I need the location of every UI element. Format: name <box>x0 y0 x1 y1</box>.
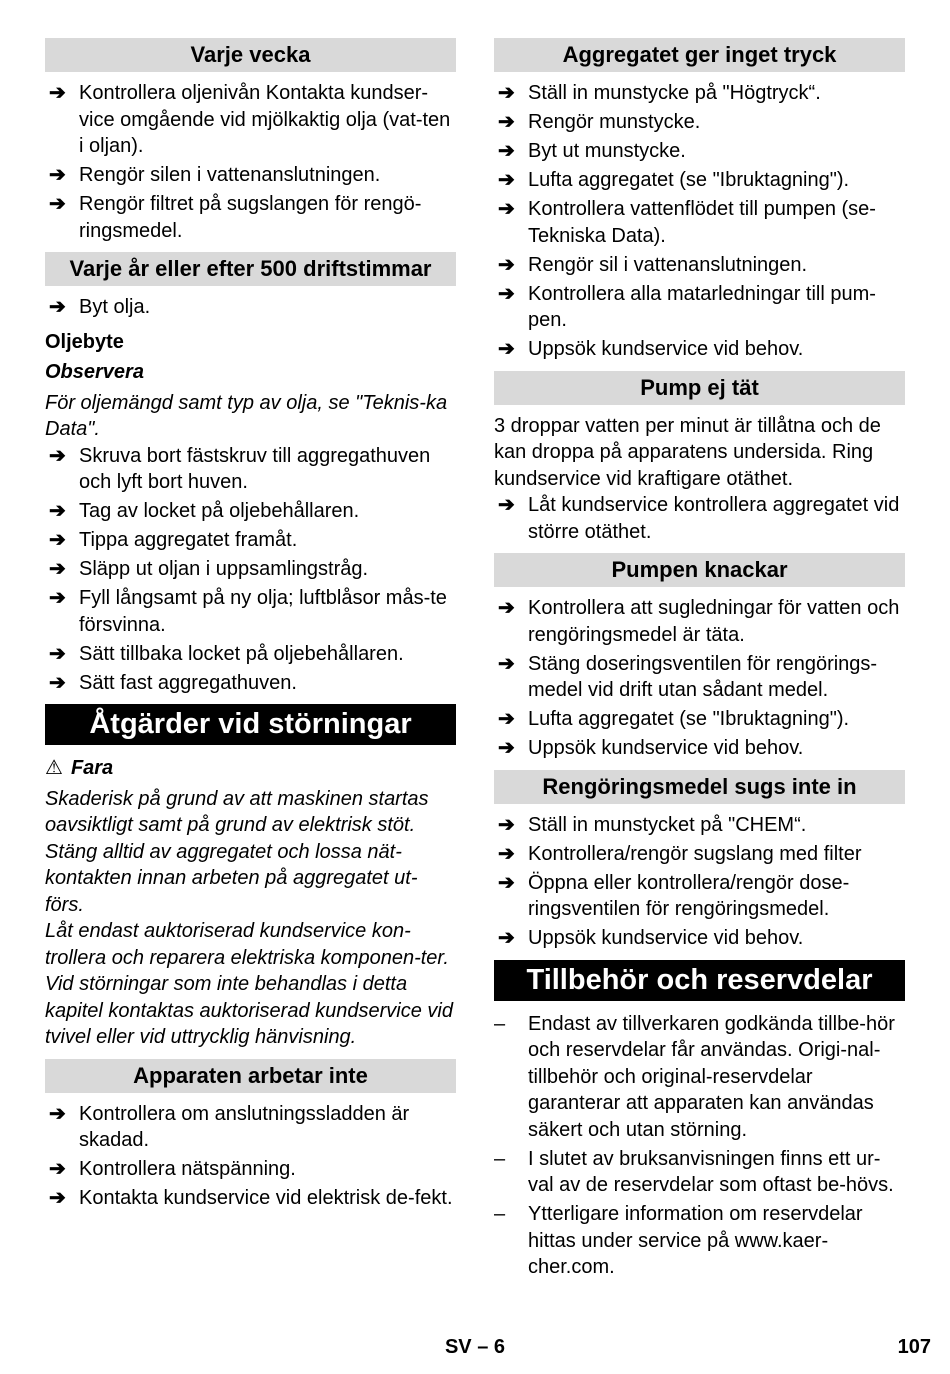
danger-paragraph: Låt endast auktoriserad kundservice kon-trollera och reparera elektriska komponen-ter. <box>45 920 449 969</box>
oil-change-heading: Oljebyte <box>45 330 124 353</box>
list-item: ➔ Släpp ut oljan i uppsamlingstråg. <box>45 556 456 583</box>
list-item: ➔ Skruva bort fästskruv till aggregathuven och lyft bort huven. <box>49 444 431 493</box>
arrow-icon: ➔ <box>498 708 515 730</box>
arrow-icon: ➔ <box>49 296 66 318</box>
list-item: – Ytterligare information om reservdelar hittas under service på www.kaer-cher.com. <box>494 1203 863 1278</box>
arrow-icon: ➔ <box>498 842 515 865</box>
arrow-icon: ➔ <box>49 1187 66 1209</box>
list-item: ➔ Kontrollera/rengör sugslang med filter <box>494 841 905 868</box>
list-item: ➔ Uppsök kundservice vid behov. <box>494 925 905 952</box>
page-number: 107 <box>897 1336 931 1358</box>
arrow-icon: ➔ <box>498 871 515 894</box>
arrow-icon: ➔ <box>498 652 515 675</box>
list-item: ➔ Kontakta kundservice vid elektrisk de-fekt. <box>45 1185 456 1212</box>
arrow-icon: ➔ <box>498 282 515 305</box>
heading-troubleshooting: Åtgärder vid störningar <box>45 704 456 745</box>
list-item: ➔ Kontrollera nätspänning. <box>45 1156 456 1183</box>
heading-detergent: Rengöringsmedel sugs inte in <box>494 770 905 804</box>
list-item: ➔ Fyll långsamt på ny olja; luftblåsor mås-te försvinna. <box>49 587 447 636</box>
arrow-icon: ➔ <box>498 927 515 949</box>
list-item: ➔ Låt kundservice kontrollera aggregatet vid större otäthet. <box>498 494 900 543</box>
heading-pump-knocks: Pumpen knackar <box>494 553 905 587</box>
arrow-icon: ➔ <box>49 529 66 551</box>
danger-paragraph: Skaderisk på grund av att maskinen startas oavsiktligt samt på grund av elektrisk stöt. Stäng alltid av aggregatet och lossa nät-kontakten innan arbeten på aggregatet ut-förs. <box>45 787 429 916</box>
heading-accessories: Tillbehör och reservdelar <box>494 960 905 1001</box>
list-item: ➔ Ställ in munstycket på "CHEM“. <box>494 812 905 839</box>
arrow-icon: ➔ <box>498 82 515 104</box>
arrow-icon: ➔ <box>498 813 515 836</box>
arrow-icon: ➔ <box>49 642 66 665</box>
dash-marker: – <box>494 1147 506 1170</box>
note-text: För oljemängd samt typ av olja, se "Teknis-ka Data". <box>45 391 448 440</box>
oil-change-steps <box>45 443 456 697</box>
yearly-list <box>45 294 456 321</box>
arrow-icon: ➔ <box>498 140 515 162</box>
heading-no-pressure: Aggregatet ger inget tryck <box>494 38 905 72</box>
list-item: ➔ Uppsök kundservice vid behov. <box>494 735 905 762</box>
heading-not-working: Apparaten arbetar inte <box>45 1059 456 1093</box>
arrow-icon: ➔ <box>49 587 66 609</box>
arrow-icon: ➔ <box>498 169 515 191</box>
dash-marker: – <box>494 1203 506 1225</box>
arrow-icon: ➔ <box>498 597 515 619</box>
list-item: ➔ Uppsök kundservice vid behov. <box>494 336 905 363</box>
list-item: ➔ Ställ in munstycke på "Högtryck“. <box>494 80 905 107</box>
arrow-icon: ➔ <box>49 558 66 580</box>
list-item: ➔ Kontrollera alla matarledningar till pum-pen. <box>498 282 876 331</box>
heading-yearly: Varje år eller efter 500 driftstimmar <box>45 252 456 286</box>
left-column <box>45 38 456 1220</box>
arrow-icon: ➔ <box>49 1158 66 1180</box>
pump-leak-list <box>494 492 905 545</box>
arrow-icon: ➔ <box>49 193 66 215</box>
no-pressure-list <box>494 80 905 363</box>
danger-label: ⚠ Fara <box>45 757 114 779</box>
list-item: ➔ Lufta aggregatet (se "Ibruktagning"). <box>494 706 905 733</box>
list-item: – Endast av tillverkaren godkända tillbe-hör och reservdelar får användas. Origi-nal-tillbehör och original-reservdelar garanterar att apparaten kan användas säkert och utan störning. <box>494 1012 895 1141</box>
dash-marker: – <box>494 1012 506 1035</box>
heading-pump-leak: Pump ej tät <box>494 371 905 405</box>
arrow-icon: ➔ <box>498 111 515 133</box>
list-item: ➔ Tag av locket på oljebehållaren. <box>45 498 456 525</box>
warning-icon: ⚠ <box>45 757 63 779</box>
accessories-list <box>494 1011 905 1281</box>
list-item: ➔ Kontrollera oljenivån Kontakta kundser-vice omgående vid mjölkaktig olja (vat-ten i oljan). <box>49 82 451 157</box>
not-working-list <box>45 1101 456 1212</box>
right-column <box>494 38 905 1289</box>
arrow-icon: ➔ <box>498 737 515 759</box>
arrow-icon: ➔ <box>49 82 66 104</box>
arrow-icon: ➔ <box>498 338 515 360</box>
list-item: – I slutet av bruksanvisningen finns ett ur-val av de reservdelar som oftast be-hövs. <box>494 1147 894 1196</box>
list-item: ➔ Byt olja. <box>45 294 456 321</box>
list-item: ➔ Kontrollera vattenflödet till pumpen (se-Tekniska Data). <box>498 198 876 247</box>
list-item: ➔ Lufta aggregatet (se "Ibruktagning"). <box>494 167 905 194</box>
arrow-icon: ➔ <box>498 253 515 276</box>
weekly-list <box>45 80 456 244</box>
arrow-icon: ➔ <box>49 1102 66 1125</box>
note-label: Observera <box>45 361 144 383</box>
list-item: ➔ Sätt fast aggregathuven. <box>45 670 456 697</box>
arrow-icon: ➔ <box>498 494 515 516</box>
footer-language-page: SV – 6 <box>444 1336 506 1358</box>
list-item: ➔ Tippa aggregatet framåt. <box>45 527 456 554</box>
detergent-list <box>494 812 905 952</box>
arrow-icon: ➔ <box>49 671 66 694</box>
arrow-icon: ➔ <box>49 164 66 186</box>
list-item: ➔ Öppna eller kontrollera/rengör dose-ringsventilen för rengöringsmedel. <box>498 871 850 920</box>
pump-knocks-list <box>494 595 905 762</box>
arrow-icon: ➔ <box>49 444 66 467</box>
list-item: ➔ Byt ut munstycke. <box>494 138 905 165</box>
arrow-icon: ➔ <box>498 198 515 220</box>
heading-weekly: Varje vecka <box>45 38 456 72</box>
list-item: ➔ Kontrollera om anslutningssladden är skadad. <box>49 1102 410 1151</box>
list-item: ➔ Sätt tillbaka locket på oljebehållaren. <box>45 641 456 668</box>
list-item: ➔ Rengör silen i vattenanslutningen. <box>45 162 456 189</box>
list-item: ➔ Kontrollera att sugledningar för vatten och rengöringsmedel är täta. <box>498 597 900 646</box>
arrow-icon: ➔ <box>49 500 66 522</box>
danger-paragraph: Vid störningar som inte behandlas i detta kapitel kontaktas auktoriserad kundservice vid tvivel eller vid uttrycklig hänvisning. <box>45 973 453 1048</box>
list-item: ➔ Rengör munstycke. <box>494 109 905 136</box>
list-item: ➔ Rengör sil i vattenanslutningen. <box>494 252 905 279</box>
pump-leak-paragraph: 3 droppar vatten per minut är tillåtna och de kan droppa på apparatens undersida. Ring kundservice vid kraftigare otäthet. <box>494 414 881 490</box>
list-item: ➔ Stäng doseringsventilen för rengörings-medel vid drift utan sådant medel. <box>498 652 878 701</box>
list-item: ➔ Rengör filtret på sugslangen för rengö-ringsmedel. <box>49 193 422 242</box>
